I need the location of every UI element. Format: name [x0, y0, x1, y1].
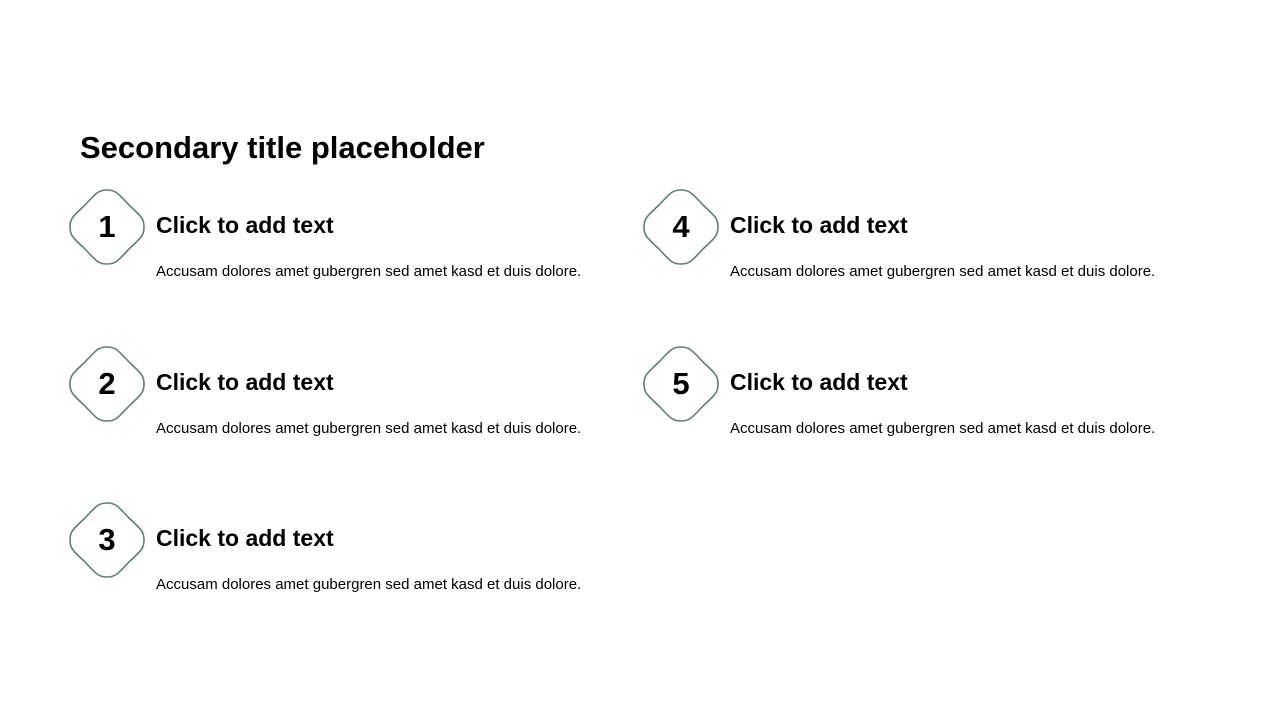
item-heading[interactable]: Click to add text	[156, 369, 334, 395]
number-badge	[643, 346, 719, 422]
badge-number: 5	[672, 366, 690, 401]
item-description[interactable]: Accusam dolores amet gubergren sed amet kasd et duis dolore.	[730, 263, 1156, 280]
item-heading[interactable]: Click to add text	[730, 369, 908, 395]
number-badge	[69, 502, 145, 578]
item-heading[interactable]: Click to add text	[156, 212, 334, 238]
list-item	[69, 189, 629, 299]
item-description[interactable]: Accusam dolores amet gubergren sed amet kasd et duis dolore.	[156, 576, 582, 593]
list-item	[69, 502, 629, 612]
item-description[interactable]: Accusam dolores amet gubergren sed amet kasd et duis dolore.	[156, 420, 582, 437]
number-badge	[643, 189, 719, 265]
item-heading[interactable]: Click to add text	[730, 212, 908, 238]
number-badge	[69, 346, 145, 422]
list-item	[643, 346, 1203, 456]
item-heading[interactable]: Click to add text	[156, 525, 334, 551]
item-description[interactable]: Accusam dolores amet gubergren sed amet kasd et duis dolore.	[156, 263, 582, 280]
number-badge	[69, 189, 145, 265]
item-description[interactable]: Accusam dolores amet gubergren sed amet kasd et duis dolore.	[730, 420, 1156, 437]
badge-number: 1	[98, 209, 116, 244]
list-item	[69, 346, 629, 456]
badge-number: 4	[672, 209, 690, 244]
slide-title[interactable]: Secondary title placeholder	[80, 130, 485, 165]
badge-number: 2	[98, 366, 116, 401]
badge-number: 3	[98, 522, 116, 557]
list-item	[643, 189, 1203, 299]
